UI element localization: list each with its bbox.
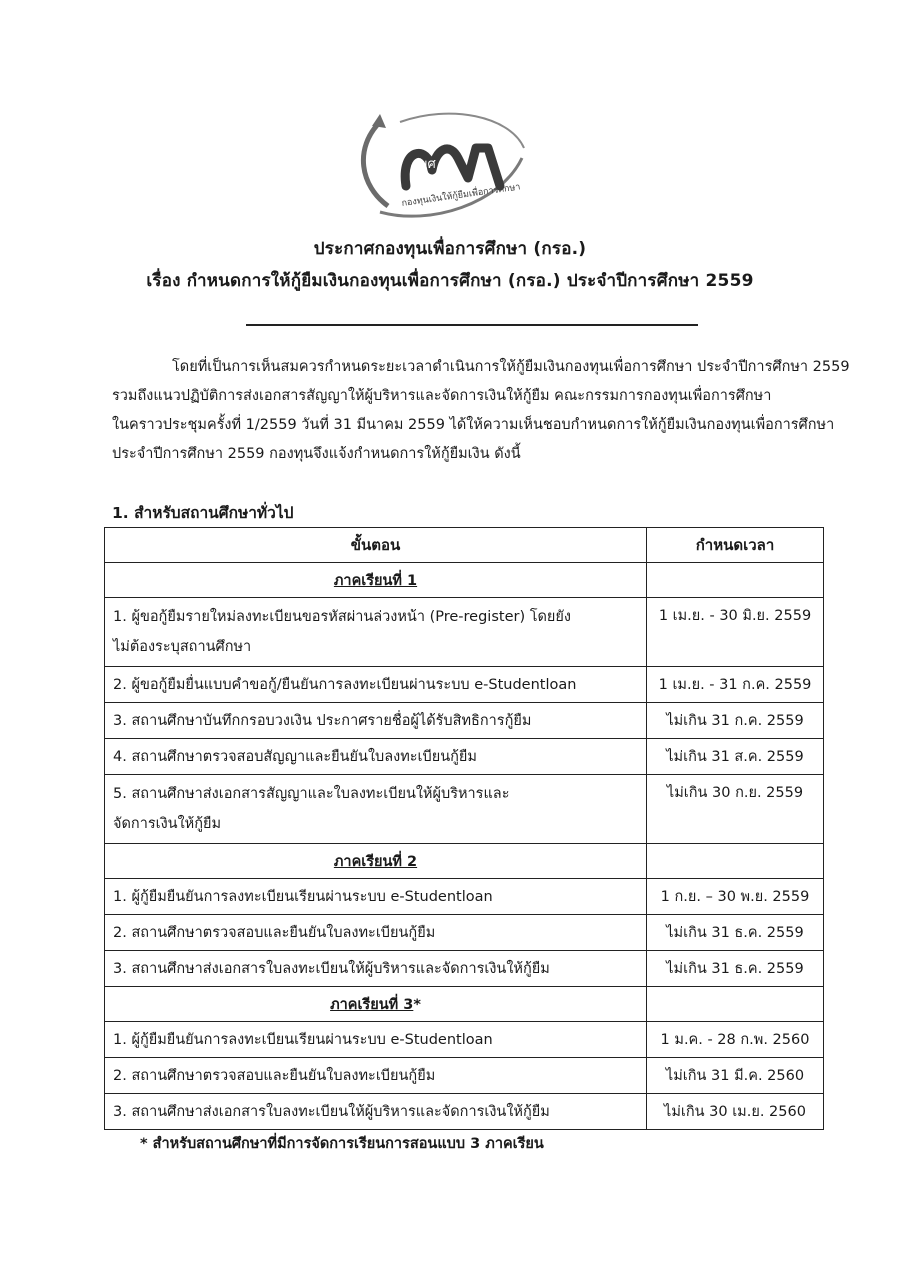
column-header-schedule: กำหนดเวลา [647, 528, 824, 563]
section-heading: 1. สำหรับสถานศึกษาทั่วไป [112, 504, 294, 522]
schedule-cell: ไม่เกิน 31 ส.ค. 2559 [647, 739, 824, 775]
step-cell: 1. ผู้ขอกู้ยืมรายใหม่ลงทะเบียนขอรหัสผ่านล่วงหน้า (Pre-register) โดยยัง ไม่ต้องระบุสถานศึกษา [105, 598, 647, 667]
step-cell: 2. สถานศึกษาตรวจสอบและยืนยันใบลงทะเบียนกู้ยืม [105, 1058, 647, 1094]
term-label: ภาคเรียนที่ 2 [105, 844, 647, 879]
table-row [105, 915, 824, 951]
table-row [105, 951, 824, 987]
kor-yor-sor-logo-icon [340, 108, 532, 220]
step-cell: 3. สถานศึกษาบันทึกกรอบวงเงิน ประกาศรายชื่อผู้ได้รับสิทธิการกู้ยืม [105, 703, 647, 739]
step-cell: 5. สถานศึกษาส่งเอกสารสัญญาและใบลงทะเบียนให้ผู้บริหารและ จัดการเงินให้กู้ยืม [105, 775, 647, 844]
schedule-table [104, 527, 824, 1130]
announcement-subject: เรื่อง กำหนดการให้กู้ยืมเงินกองทุนเพื่อการศึกษา (กรอ.) ประจำปีการศึกษา 2559 [146, 271, 754, 291]
logo-arc-text: กองทุนเงินให้กู้ยืมเพื่อการศึกษา [401, 182, 522, 209]
schedule-cell: 1 ม.ค. - 28 ก.พ. 2560 [647, 1022, 824, 1058]
intro-line: รวมถึงแนวปฏิบัติการส่งเอกสารสัญญาให้ผู้บริหารและจัดการเงินให้กู้ยืม คณะกรรมการกองทุนเพื่อการศึกษา [112, 388, 772, 404]
step-cell: 3. สถานศึกษาส่งเอกสารใบลงทะเบียนให้ผู้บริหารและจัดการเงินให้กู้ยืม [105, 1094, 647, 1130]
term-label: ภาคเรียนที่ 3* [105, 987, 647, 1022]
step-cell: 1. ผู้กู้ยืมยืนยันการลงทะเบียนเรียนผ่านระบบ e-Studentloan [105, 879, 647, 915]
table-row [105, 598, 824, 667]
step-cell: 3. สถานศึกษาส่งเอกสารใบลงทะเบียนให้ผู้บริหารและจัดการเงินให้กู้ยืม [105, 951, 647, 987]
step-cell: 2. สถานศึกษาตรวจสอบและยืนยันใบลงทะเบียนกู้ยืม [105, 915, 647, 951]
schedule-cell: ไม่เกิน 31 ธ.ค. 2559 [647, 951, 824, 987]
intro-line: ในคราวประชุมครั้งที่ 1/2559 วันที่ 31 มีนาคม 2559 ได้ให้ความเห็นชอบกำหนดการให้กู้ยืมเงินกองทุนเพื่อการศึกษา [112, 417, 835, 433]
step-cell: 2. ผู้ขอกู้ยืมยื่นแบบคำขอกู้/ยืนยันการลงทะเบียนผ่านระบบ e-Studentloan [105, 667, 647, 703]
intro-paragraph [112, 353, 850, 469]
footnote-marker: * [413, 996, 421, 1013]
title-divider [246, 324, 698, 326]
schedule-cell: ไม่เกิน 31 ธ.ค. 2559 [647, 915, 824, 951]
table-header-row [105, 528, 824, 563]
table-row [105, 775, 824, 844]
table-row [105, 1022, 824, 1058]
schedule-cell: ไม่เกิน 31 มี.ค. 2560 [647, 1058, 824, 1094]
step-cell: 4. สถานศึกษาตรวจสอบสัญญาและยืนยันใบลงทะเบียนกู้ยืม [105, 739, 647, 775]
schedule-cell: ไม่เกิน 30 ก.ย. 2559 [647, 775, 824, 844]
table-row [105, 667, 824, 703]
table-row [105, 1094, 824, 1130]
term-label: ภาคเรียนที่ 1 [105, 563, 647, 598]
table-row [105, 1058, 824, 1094]
logo-mark-text: กยศ [412, 157, 436, 172]
table-row [105, 703, 824, 739]
term-row [105, 987, 824, 1022]
announcement-title: ประกาศกองทุนเพื่อการศึกษา (กรอ.) [313, 239, 587, 259]
schedule-cell: ไม่เกิน 30 เม.ย. 2560 [647, 1094, 824, 1130]
intro-line: ประจำปีการศึกษา 2559 กองทุนจึงแจ้งกำหนดการให้กู้ยืมเงิน ดังนี้ [112, 446, 521, 462]
table-row [105, 879, 824, 915]
footnote: * สำหรับสถานศึกษาที่มีการจัดการเรียนการสอนแบบ 3 ภาคเรียน [140, 1136, 544, 1152]
term-row [105, 844, 824, 879]
step-cell: 1. ผู้กู้ยืมยืนยันการลงทะเบียนเรียนผ่านระบบ e-Studentloan [105, 1022, 647, 1058]
table-row [105, 739, 824, 775]
term-row [105, 563, 824, 598]
schedule-cell: ไม่เกิน 31 ก.ค. 2559 [647, 703, 824, 739]
schedule-cell: 1 ก.ย. – 30 พ.ย. 2559 [647, 879, 824, 915]
column-header-step: ขั้นตอน [105, 528, 647, 563]
schedule-cell: 1 เม.ย. - 31 ก.ค. 2559 [647, 667, 824, 703]
schedule-cell: 1 เม.ย. - 30 มิ.ย. 2559 [647, 598, 824, 667]
intro-line: โดยที่เป็นการเห็นสมควรกำหนดระยะเวลาดำเนินการให้กู้ยืมเงินกองทุนเพื่อการศึกษา ประจำปีการศึกษา 2559 [172, 359, 850, 375]
